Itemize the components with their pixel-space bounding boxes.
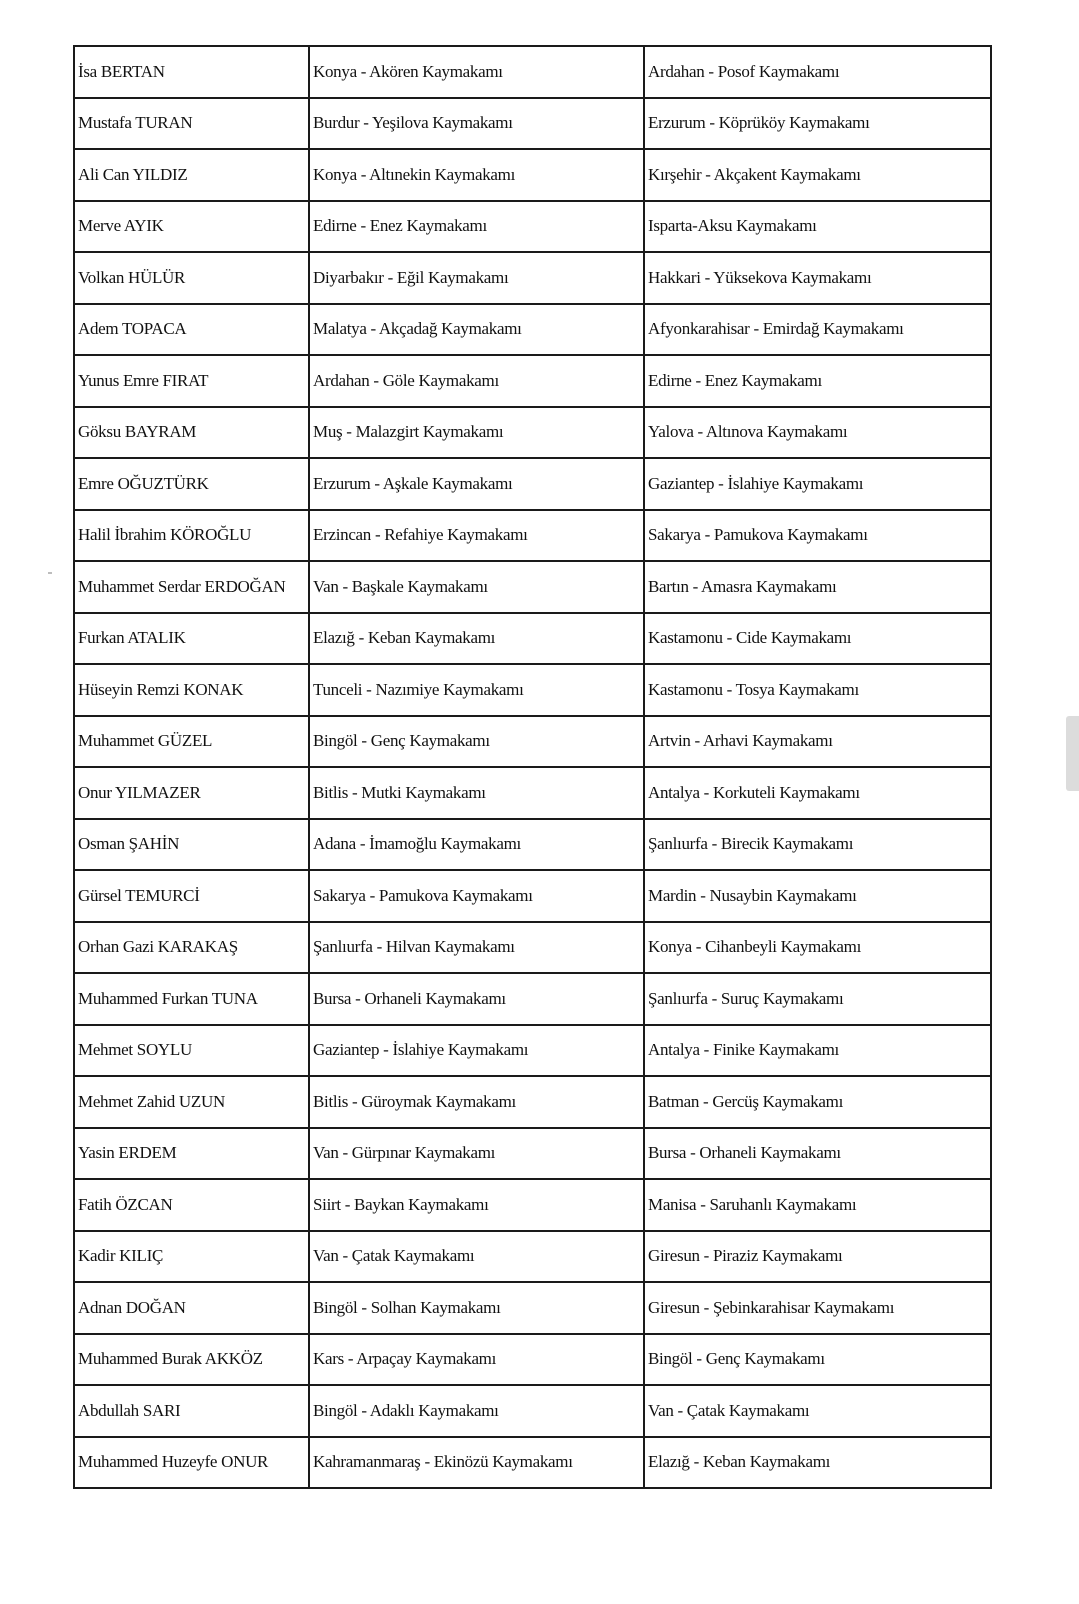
current-post-cell: Gaziantep - İslahiye Kaymakamı [309, 1025, 644, 1077]
table-row [74, 1334, 991, 1386]
current-post-cell: Siirt - Baykan Kaymakamı [309, 1179, 644, 1231]
current-post-cell: Elazığ - Keban Kaymakamı [309, 613, 644, 665]
person-name-cell: Osman ŞAHİN [74, 819, 309, 871]
person-name-cell: Adem TOPACA [74, 304, 309, 356]
person-name-cell: Volkan HÜLÜR [74, 252, 309, 304]
table-row [74, 304, 991, 356]
table-row [74, 407, 991, 459]
new-post-cell: Konya - Cihanbeyli Kaymakamı [644, 922, 991, 974]
new-post-cell: Giresun - Şebinkarahisar Kaymakamı [644, 1282, 991, 1334]
current-post-cell: Burdur - Yeşilova Kaymakamı [309, 98, 644, 150]
new-post-cell: Giresun - Piraziz Kaymakamı [644, 1231, 991, 1283]
current-post-cell: Bursa - Orhaneli Kaymakamı [309, 973, 644, 1025]
person-name-cell: Merve AYIK [74, 201, 309, 253]
person-name-cell: Muhammed Furkan TUNA [74, 973, 309, 1025]
new-post-cell: Manisa - Saruhanlı Kaymakamı [644, 1179, 991, 1231]
appointment-table [73, 45, 992, 1489]
table-row [74, 1128, 991, 1180]
new-post-cell: Afyonkarahisar - Emirdağ Kaymakamı [644, 304, 991, 356]
table-row [74, 510, 991, 562]
new-post-cell: Bartın - Amasra Kaymakamı [644, 561, 991, 613]
table-row [74, 1179, 991, 1231]
person-name-cell: Ali Can YILDIZ [74, 149, 309, 201]
person-name-cell: İsa BERTAN [74, 46, 309, 98]
current-post-cell: Adana - İmamoğlu Kaymakamı [309, 819, 644, 871]
person-name-cell: Fatih ÖZCAN [74, 1179, 309, 1231]
appointment-table-body [74, 46, 991, 1488]
new-post-cell: Mardin - Nusaybin Kaymakamı [644, 870, 991, 922]
current-post-cell: Konya - Akören Kaymakamı [309, 46, 644, 98]
person-name-cell: Göksu BAYRAM [74, 407, 309, 459]
table-row [74, 98, 991, 150]
person-name-cell: Mustafa TURAN [74, 98, 309, 150]
new-post-cell: Edirne - Enez Kaymakamı [644, 355, 991, 407]
current-post-cell: Erzincan - Refahiye Kaymakamı [309, 510, 644, 562]
current-post-cell: Bingöl - Solhan Kaymakamı [309, 1282, 644, 1334]
table-row [74, 613, 991, 665]
current-post-cell: Bitlis - Mutki Kaymakamı [309, 767, 644, 819]
person-name-cell: Muhammet GÜZEL [74, 716, 309, 768]
new-post-cell: Şanlıurfa - Suruç Kaymakamı [644, 973, 991, 1025]
person-name-cell: Yasin ERDEM [74, 1128, 309, 1180]
new-post-cell: Kırşehir - Akçakent Kaymakamı [644, 149, 991, 201]
current-post-cell: Konya - Altınekin Kaymakamı [309, 149, 644, 201]
current-post-cell: Erzurum - Aşkale Kaymakamı [309, 458, 644, 510]
scroll-handle[interactable] [1066, 716, 1079, 791]
table-row [74, 870, 991, 922]
new-post-cell: Bingöl - Genç Kaymakamı [644, 1334, 991, 1386]
new-post-cell: Yalova - Altınova Kaymakamı [644, 407, 991, 459]
new-post-cell: Hakkari - Yüksekova Kaymakamı [644, 252, 991, 304]
current-post-cell: Edirne - Enez Kaymakamı [309, 201, 644, 253]
current-post-cell: Kahramanmaraş - Ekinözü Kaymakamı [309, 1437, 644, 1489]
new-post-cell: Kastamonu - Cide Kaymakamı [644, 613, 991, 665]
current-post-cell: Şanlıurfa - Hilvan Kaymakamı [309, 922, 644, 974]
table-row [74, 973, 991, 1025]
person-name-cell: Onur YILMAZER [74, 767, 309, 819]
person-name-cell: Gürsel TEMURCİ [74, 870, 309, 922]
current-post-cell: Malatya - Akçadağ Kaymakamı [309, 304, 644, 356]
table-row [74, 1437, 991, 1489]
table-row [74, 1025, 991, 1077]
current-post-cell: Bitlis - Güroymak Kaymakamı [309, 1076, 644, 1128]
person-name-cell: Muhammed Burak AKKÖZ [74, 1334, 309, 1386]
person-name-cell: Abdullah SARI [74, 1385, 309, 1437]
current-post-cell: Tunceli - Nazımiye Kaymakamı [309, 664, 644, 716]
new-post-cell: Bursa - Orhaneli Kaymakamı [644, 1128, 991, 1180]
table-row [74, 458, 991, 510]
person-name-cell: Muhammet Serdar ERDOĞAN [74, 561, 309, 613]
current-post-cell: Bingöl - Genç Kaymakamı [309, 716, 644, 768]
person-name-cell: Orhan Gazi KARAKAŞ [74, 922, 309, 974]
current-post-cell: Muş - Malazgirt Kaymakamı [309, 407, 644, 459]
table-row [74, 252, 991, 304]
table-row [74, 1231, 991, 1283]
table-row [74, 561, 991, 613]
current-post-cell: Diyarbakır - Eğil Kaymakamı [309, 252, 644, 304]
table-row [74, 716, 991, 768]
current-post-cell: Van - Başkale Kaymakamı [309, 561, 644, 613]
current-post-cell: Van - Çatak Kaymakamı [309, 1231, 644, 1283]
person-name-cell: Kadir KILIÇ [74, 1231, 309, 1283]
table-row [74, 819, 991, 871]
table-row [74, 149, 991, 201]
table-row [74, 664, 991, 716]
new-post-cell: Artvin - Arhavi Kaymakamı [644, 716, 991, 768]
table-row [74, 1282, 991, 1334]
current-post-cell: Sakarya - Pamukova Kaymakamı [309, 870, 644, 922]
person-name-cell: Yunus Emre FIRAT [74, 355, 309, 407]
table-row [74, 201, 991, 253]
new-post-cell: Şanlıurfa - Birecik Kaymakamı [644, 819, 991, 871]
table-row [74, 922, 991, 974]
current-post-cell: Ardahan - Göle Kaymakamı [309, 355, 644, 407]
person-name-cell: Mehmet Zahid UZUN [74, 1076, 309, 1128]
person-name-cell: Mehmet SOYLU [74, 1025, 309, 1077]
new-post-cell: Ardahan - Posof Kaymakamı [644, 46, 991, 98]
person-name-cell: Emre OĞUZTÜRK [74, 458, 309, 510]
new-post-cell: Gaziantep - İslahiye Kaymakamı [644, 458, 991, 510]
new-post-cell: Isparta-Aksu Kaymakamı [644, 201, 991, 253]
current-post-cell: Kars - Arpaçay Kaymakamı [309, 1334, 644, 1386]
table-row [74, 1385, 991, 1437]
new-post-cell: Erzurum - Köprüköy Kaymakamı [644, 98, 991, 150]
scan-speck [48, 572, 52, 574]
new-post-cell: Antalya - Korkuteli Kaymakamı [644, 767, 991, 819]
new-post-cell: Batman - Gercüş Kaymakamı [644, 1076, 991, 1128]
person-name-cell: Halil İbrahim KÖROĞLU [74, 510, 309, 562]
new-post-cell: Sakarya - Pamukova Kaymakamı [644, 510, 991, 562]
new-post-cell: Van - Çatak Kaymakamı [644, 1385, 991, 1437]
current-post-cell: Bingöl - Adaklı Kaymakamı [309, 1385, 644, 1437]
person-name-cell: Furkan ATALIK [74, 613, 309, 665]
person-name-cell: Adnan DOĞAN [74, 1282, 309, 1334]
new-post-cell: Kastamonu - Tosya Kaymakamı [644, 664, 991, 716]
person-name-cell: Hüseyin Remzi KONAK [74, 664, 309, 716]
table-row [74, 1076, 991, 1128]
current-post-cell: Van - Gürpınar Kaymakamı [309, 1128, 644, 1180]
new-post-cell: Elazığ - Keban Kaymakamı [644, 1437, 991, 1489]
table-row [74, 355, 991, 407]
new-post-cell: Antalya - Finike Kaymakamı [644, 1025, 991, 1077]
table-row [74, 46, 991, 98]
table-row [74, 767, 991, 819]
person-name-cell: Muhammed Huzeyfe ONUR [74, 1437, 309, 1489]
